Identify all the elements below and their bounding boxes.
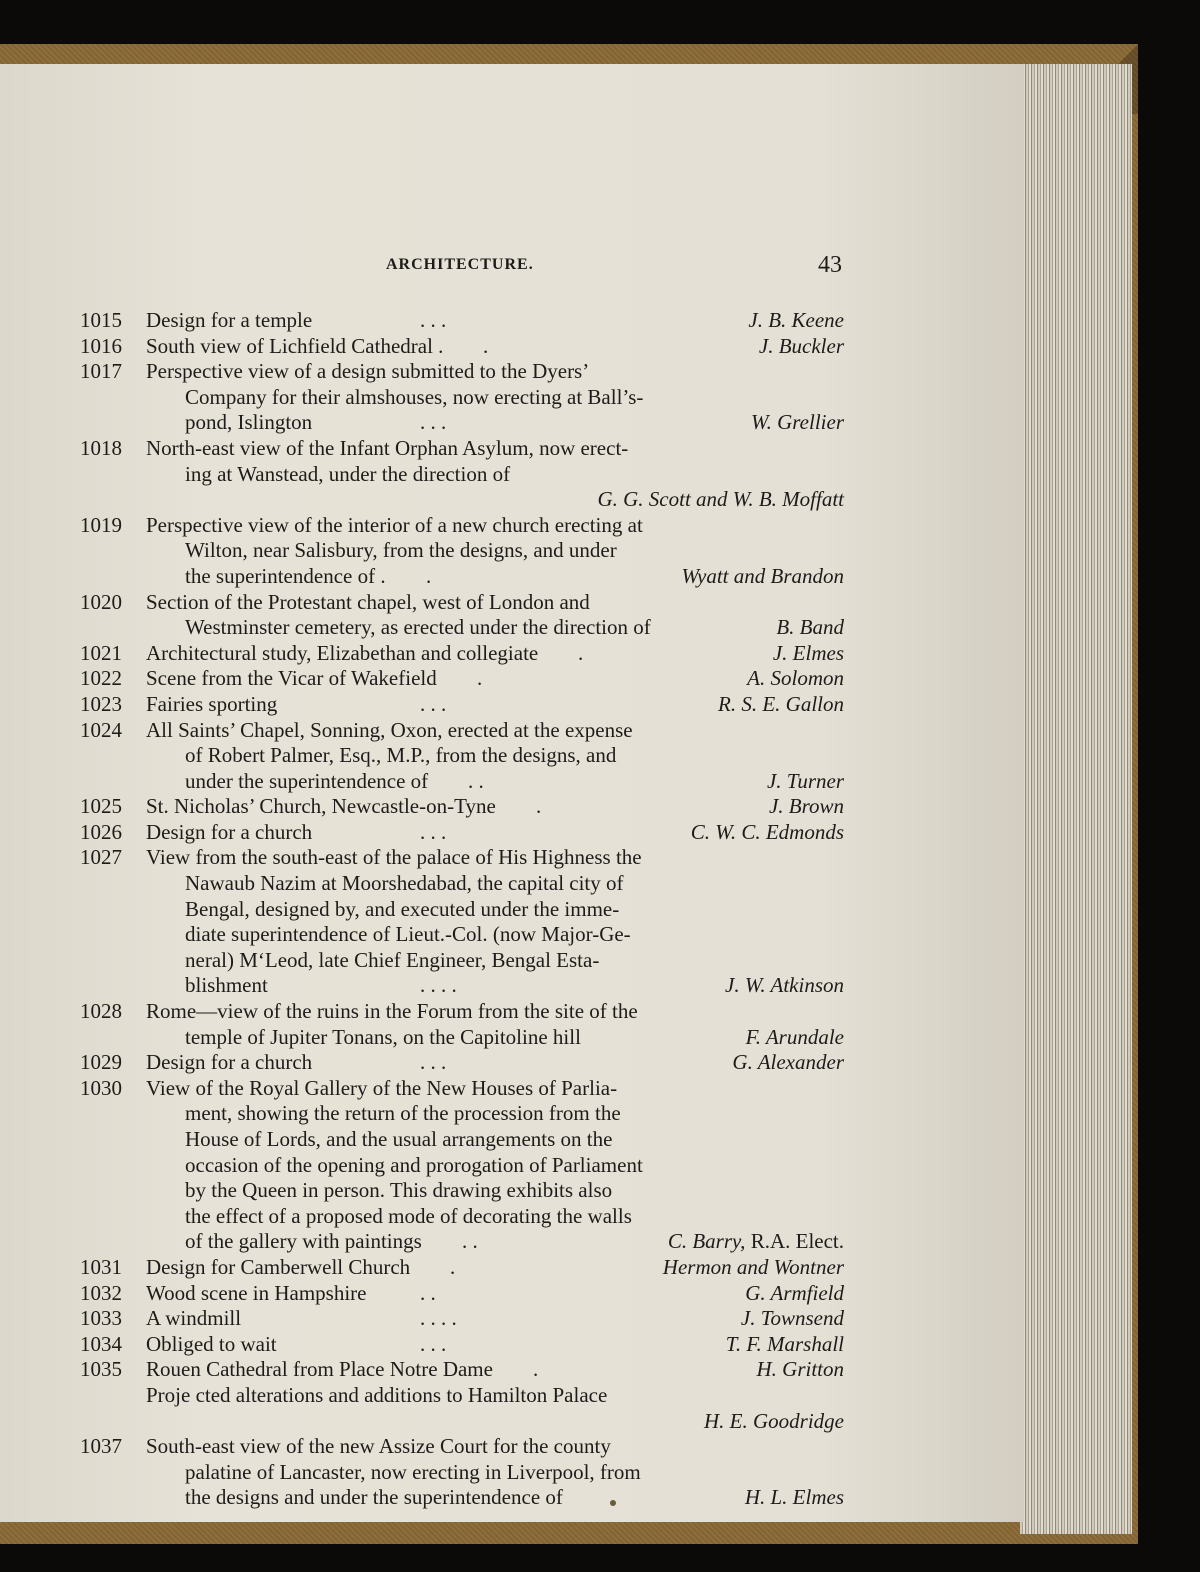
entry-line [0, 1460, 1024, 1486]
entry-title-line: Architectural study, Elizabethan and collegiate [146, 640, 539, 665]
catalogue-entries [0, 308, 1024, 1511]
entry-line [0, 1255, 1024, 1281]
entry-title-line: blishment [185, 973, 268, 998]
entry-title-line: the superintendence of . [185, 563, 386, 588]
page-edges [1020, 64, 1132, 1534]
entry-number: 1025 [80, 794, 122, 819]
leader-dots: . . . [420, 691, 447, 716]
entry-line [0, 513, 1024, 539]
entry-number: 1028 [80, 999, 122, 1024]
entry-title-line: North-east view of the Infant Orphan Asylum, now erect- [146, 435, 629, 460]
entry-title-line: Westminster cemetery, as erected under the direction of [185, 615, 651, 640]
leader-dots: . [578, 640, 584, 665]
catalogue-entry [0, 999, 1024, 1050]
catalogue-entry [0, 820, 1024, 846]
book-page [0, 64, 1024, 1522]
entry-title-line: View of the Royal Gallery of the New Houses of Parlia- [146, 1075, 618, 1100]
artist-name: W. Grellier [751, 410, 844, 435]
catalogue-entry [0, 308, 1024, 334]
catalogue-entry [0, 334, 1024, 360]
entry-number: 1021 [80, 640, 122, 665]
catalogue-entry [0, 1383, 1024, 1434]
catalogue-entry [0, 1076, 1024, 1255]
leader-dots: . . . [420, 819, 447, 844]
entry-line [0, 334, 1024, 360]
artist-name: H. L. Elmes [744, 1485, 844, 1510]
entry-title-line: Bengal, designed by, and executed under the imme- [185, 896, 620, 921]
leader-dots: . [536, 794, 542, 819]
artist-name: H. Gritton [756, 1357, 844, 1382]
entry-line [0, 359, 1024, 385]
entry-line [0, 871, 1024, 897]
artist-credit [704, 1409, 844, 1435]
leader-dots: . . . [420, 1331, 447, 1356]
leader-dots: . [450, 1254, 456, 1279]
artist-name: J. B. Keene [748, 308, 844, 332]
artist-name: J. Buckler [758, 333, 844, 358]
artist-name: H. E. Goodridge [704, 1408, 844, 1433]
artist-name: J. W. Atkinson [725, 973, 844, 998]
catalogue-entry [0, 513, 1024, 590]
artist-name: C. W. C. Edmonds [690, 819, 844, 844]
artist-name: A. Solomon [747, 666, 844, 691]
artist-credit [773, 641, 844, 667]
entry-title-line: Perspective view of a design submitted to the Dyers’ [146, 359, 590, 384]
entry-number: 1024 [80, 717, 122, 742]
entry-title-line: pond, Islington [185, 410, 313, 435]
entry-number: 1032 [80, 1280, 122, 1305]
artist-credit [769, 794, 844, 820]
artist-name: Wyatt and Brandon [681, 563, 844, 588]
catalogue-entry [0, 1281, 1024, 1307]
leader-dots: . . . [420, 308, 447, 332]
entry-line [0, 308, 1024, 334]
artist-credit [746, 1025, 844, 1051]
entry-line [0, 1178, 1024, 1204]
entry-number: 1034 [80, 1331, 122, 1356]
entry-title-line: Perspective view of the interior of a new church erecting at [146, 512, 643, 537]
entry-title-line: Scene from the Vicar of Wakefield [146, 666, 437, 691]
entry-title-line: neral) M‘Leod, late Chief Engineer, Bengal Esta- [185, 947, 600, 972]
entry-number: 1016 [80, 333, 122, 358]
entry-title-line: ing at Wanstead, under the direction of [185, 461, 511, 486]
entry-line [0, 1306, 1024, 1332]
entry-title-line: occasion of the opening and prorogation of Parliament [185, 1152, 643, 1177]
entry-number: 1023 [80, 691, 122, 716]
artist-credit [718, 692, 844, 718]
catalogue-entry [0, 1332, 1024, 1358]
leader-dots: . [477, 666, 483, 691]
artist-credit [747, 666, 844, 692]
entry-title-line: South view of Lichfield Cathedral . [146, 333, 444, 358]
entry-title-line: South-east view of the new Assize Court for the county [146, 1434, 611, 1459]
catalogue-entry [0, 1357, 1024, 1383]
entry-title-line: View from the south-east of the palace of His Highness the [146, 845, 642, 870]
entry-number: 1037 [80, 1434, 122, 1459]
entry-line [0, 564, 1024, 590]
entry-line [0, 1153, 1024, 1179]
artist-name: J. Brown [768, 794, 844, 819]
leader-dots: . . [462, 1229, 478, 1254]
entry-line [0, 692, 1024, 718]
entry-line [0, 845, 1024, 871]
entry-number: 1015 [80, 308, 122, 332]
entry-line [0, 743, 1024, 769]
entry-title-line: the effect of a proposed mode of decorating the walls [185, 1203, 632, 1228]
entry-title-line: ment, showing the return of the procession from the [185, 1101, 621, 1126]
entry-number: 1031 [80, 1254, 122, 1279]
entry-line [0, 1434, 1024, 1460]
catalogue-entry [0, 794, 1024, 820]
entry-line [0, 615, 1024, 641]
entry-line [0, 1050, 1024, 1076]
entry-number: 1030 [80, 1075, 122, 1100]
entry-title-line: Design for a temple [146, 308, 313, 332]
entry-line [0, 462, 1024, 488]
artist-credit [741, 1306, 844, 1332]
leader-dots: . [533, 1357, 539, 1382]
artist-credit [767, 769, 844, 795]
entry-line [0, 1229, 1024, 1255]
entry-line [0, 1076, 1024, 1102]
entry-number: 1019 [80, 512, 122, 537]
leader-dots: . . . . [420, 973, 457, 998]
entry-title-line: Rouen Cathedral from Place Notre Dame [146, 1357, 493, 1382]
entry-line [0, 1281, 1024, 1307]
entry-line [0, 1025, 1024, 1051]
ink-spot [610, 1500, 616, 1506]
artist-name: T. F. Marshall [725, 1331, 844, 1356]
artist-name: B. Band [776, 615, 844, 640]
artist-credit [691, 820, 844, 846]
artist-name: G. Alexander [732, 1050, 844, 1075]
leader-dots: . . [420, 1280, 436, 1305]
leader-dots: . . . [420, 1050, 447, 1075]
leader-dots: . . . . [420, 1306, 457, 1331]
catalogue-entry [0, 718, 1024, 795]
artist-credit [745, 1485, 844, 1511]
entry-title-line: diate superintendence of Lieut.-Col. (now Major-Ge- [185, 922, 631, 947]
artist-name: J. Turner [766, 768, 844, 793]
catalogue-entry [0, 666, 1024, 692]
entry-line [0, 1127, 1024, 1153]
entry-line [0, 718, 1024, 744]
entry-line [0, 1357, 1024, 1383]
entry-number: 1029 [80, 1050, 122, 1075]
artist-credit [748, 308, 844, 334]
artist-credit [759, 334, 844, 360]
entry-title-line: the designs and under the superintendence of [185, 1485, 563, 1510]
artist-suffix: R.A. Elect. [745, 1229, 844, 1254]
artist-credit [663, 1255, 844, 1281]
entry-title-line: St. Nicholas’ Church, Newcastle-on-Tyne [146, 794, 496, 819]
entry-number: 1035 [80, 1357, 122, 1382]
catalogue-entry [0, 641, 1024, 667]
running-head [0, 252, 1024, 284]
entry-title-line: Proje cted alterations and additions to Hamilton Palace [146, 1382, 608, 1407]
entry-number: 1026 [80, 819, 122, 844]
entry-line [0, 436, 1024, 462]
catalogue-entry [0, 1306, 1024, 1332]
entry-line [0, 820, 1024, 846]
artist-credit [732, 1050, 844, 1076]
entry-line [0, 973, 1024, 999]
entry-number: 1033 [80, 1306, 122, 1331]
artist-name: R. S. E. Gallon [718, 691, 844, 716]
catalogue-entry [0, 845, 1024, 999]
entry-title-line: Wilton, near Salisbury, from the designs, and under [185, 538, 617, 563]
entry-number: 1020 [80, 589, 122, 614]
artist-credit [725, 973, 844, 999]
entry-line [0, 1101, 1024, 1127]
artist-name: F. Arundale [745, 1024, 844, 1049]
entry-line [0, 385, 1024, 411]
leader-dots: . [426, 563, 432, 588]
entry-title-line: Design for a church [146, 819, 313, 844]
entry-line [0, 999, 1024, 1025]
entry-line [0, 769, 1024, 795]
catalogue-entry [0, 436, 1024, 513]
entry-line [0, 897, 1024, 923]
entry-title-line: Rome—view of the ruins in the Forum from the site of the [146, 999, 638, 1024]
entry-line [0, 1332, 1024, 1358]
artist-name: G. G. Scott and W. B. Moffatt [597, 487, 844, 512]
entry-line [0, 948, 1024, 974]
artist-credit [745, 1281, 844, 1307]
entry-title-line: House of Lords, and the usual arrangements on the [185, 1127, 613, 1151]
entry-line [0, 641, 1024, 667]
entry-number: 1018 [80, 435, 122, 460]
entry-number: 1022 [80, 666, 122, 691]
entry-number: 1017 [80, 359, 122, 384]
artist-name: J. Elmes [772, 640, 844, 665]
artist-credit [597, 487, 844, 513]
entry-line [0, 590, 1024, 616]
artist-credit [726, 1332, 844, 1358]
artist-name: C. Barry, [667, 1229, 746, 1254]
entry-title-line: Wood scene in Hampshire [146, 1280, 367, 1305]
catalogue-entry [0, 359, 1024, 436]
leader-dots: . . [468, 768, 484, 793]
entry-line [0, 666, 1024, 692]
entry-title-line: palatine of Lancaster, now erecting in Liverpool, from [185, 1459, 641, 1484]
entry-title-line: by the Queen in person. This drawing exhibits also [185, 1178, 613, 1203]
catalogue-entry [0, 692, 1024, 718]
section-title: ARCHITECTURE. [386, 256, 534, 273]
artist-credit [756, 1357, 844, 1383]
artist-credit [668, 1229, 844, 1255]
artist-name: J. Townsend [740, 1306, 844, 1331]
entry-line [0, 1204, 1024, 1230]
entry-line [0, 538, 1024, 564]
entry-title-line: Design for Camberwell Church [146, 1254, 411, 1279]
leader-dots: . [483, 333, 489, 358]
entry-title-line: Company for their almshouses, now erecting at Ball’s- [185, 384, 644, 409]
catalogue-entry [0, 590, 1024, 641]
entry-number: 1027 [80, 845, 122, 870]
entry-title-line: of Robert Palmer, Esq., M.P., from the designs, and [185, 743, 617, 768]
entry-line [0, 922, 1024, 948]
artist-credit [751, 410, 844, 436]
catalogue-entry [0, 1255, 1024, 1281]
entry-title-line: Section of the Protestant chapel, west of London and [146, 589, 590, 614]
entry-title-line: Design for a church [146, 1050, 313, 1075]
entry-title-line: temple of Jupiter Tonans, on the Capitoline hill [185, 1024, 581, 1049]
entry-title-line: under the superintendence of [185, 768, 429, 793]
artist-name: G. Armfield [745, 1280, 844, 1305]
entry-title-line: Nawaub Nazim at Moorshedabad, the capital city of [185, 871, 624, 896]
catalogue-entry [0, 1050, 1024, 1076]
artist-credit [681, 564, 844, 590]
entry-title-line: A windmill [146, 1306, 242, 1331]
leader-dots: . . . [420, 410, 447, 435]
catalogue-entry [0, 1434, 1024, 1511]
page-number: 43 [818, 252, 842, 278]
entry-line [0, 487, 1024, 513]
entry-title-line: All Saints’ Chapel, Sonning, Oxon, erected at the expense [146, 717, 633, 742]
entry-line [0, 794, 1024, 820]
entry-line [0, 1383, 1024, 1409]
entry-title-line: Obliged to wait [146, 1331, 277, 1356]
entry-title-line: Fairies sporting [146, 691, 278, 716]
artist-name: Hermon and Wontner [662, 1254, 844, 1279]
entry-line [0, 1409, 1024, 1435]
artist-credit [776, 615, 844, 641]
entry-title-line: of the gallery with paintings [185, 1229, 422, 1254]
entry-line [0, 410, 1024, 436]
entry-line [0, 1485, 1024, 1511]
